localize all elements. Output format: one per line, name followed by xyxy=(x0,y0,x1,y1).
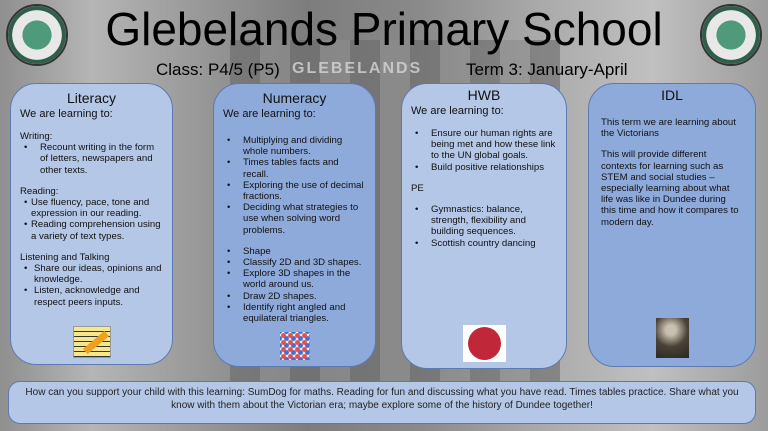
idl-paragraph: This term we are learning about the Victorians xyxy=(601,117,736,140)
list-item: • Exploring the use of decimal fractions. xyxy=(223,180,366,202)
support-footer: How can you support your child with this learning: SumDog for maths. Reading for fun and discussing what you have read. Times tables practice. Share what you know with them about the Victorian era; maybe explore some of the history of Dundee together! xyxy=(8,381,756,424)
list-item: • Recount writing in the form of letters, newspapers and other texts. xyxy=(20,142,163,176)
victorian-portrait-image xyxy=(656,318,689,358)
panel-title: IDL xyxy=(661,87,683,103)
panel-title: HWB xyxy=(467,87,501,103)
panel-intro: We are learning to: xyxy=(411,105,504,117)
panel-intro: We are learning to: xyxy=(223,108,316,120)
list-item: • Deciding what strategies to use when solving word problems. xyxy=(223,202,366,236)
pencil-notepad-icon xyxy=(73,326,111,358)
list-item: • Multiplying and dividing whole numbers. xyxy=(223,135,366,157)
list-item: • Identify right angled and equilateral triangles. xyxy=(223,302,366,324)
hwb-panel xyxy=(401,83,567,369)
list-item: • Gymnastics: balance, strength, flexibility and building sequences. xyxy=(411,204,557,238)
list-item: • Build positive relationships xyxy=(411,162,557,173)
list-item: • Classify 2D and 3D shapes. xyxy=(223,257,366,268)
idl-paragraph: This will provide different contexts for learning such as STEM and social studies – especially learning about what life was like in Dundee during this time and how it compares to modern day. xyxy=(601,149,739,228)
panel-title: Numeracy xyxy=(262,90,327,106)
list-item: • Listen, acknowledge and respect peers inputs. xyxy=(20,285,163,307)
health-wellbeing-icon xyxy=(463,325,506,362)
talking-heading: Listening and Talking xyxy=(20,251,110,263)
term-label: Term 3: January-April xyxy=(466,60,628,79)
numeracy-panel xyxy=(213,83,376,367)
idl-panel xyxy=(588,83,756,367)
page-title: Glebelands Primary School xyxy=(105,3,663,55)
class-label: Class: P4/5 (P5) xyxy=(156,60,280,79)
panel-intro: We are learning to: xyxy=(20,108,113,120)
list-item: • Times tables facts and recall. xyxy=(223,157,366,179)
list-item: • Share our ideas, opinions and knowledge. xyxy=(20,263,163,285)
panel-title: Literacy xyxy=(66,90,117,106)
background-sign: GLEBELANDS xyxy=(292,60,423,77)
writing-heading: Writing: xyxy=(20,131,53,142)
list-item: • Scottish country dancing xyxy=(411,238,557,249)
pe-heading: PE xyxy=(411,182,424,194)
list-item: • Explore 3D shapes in the world around us. xyxy=(223,268,366,290)
list-item: • Reading comprehension using a variety of text types. xyxy=(20,219,163,241)
list-item: • Draw 2D shapes. xyxy=(223,291,366,302)
list-item: • Ensure our human rights are being met and how these link to the UN global goals. xyxy=(411,128,557,162)
literacy-panel xyxy=(10,83,173,365)
reading-heading: Reading: xyxy=(20,185,59,197)
shapes-icon xyxy=(280,332,310,360)
list-item: • Shape xyxy=(223,246,366,257)
list-item: • Use fluency, pace, tone and expression in our reading. xyxy=(20,197,163,219)
